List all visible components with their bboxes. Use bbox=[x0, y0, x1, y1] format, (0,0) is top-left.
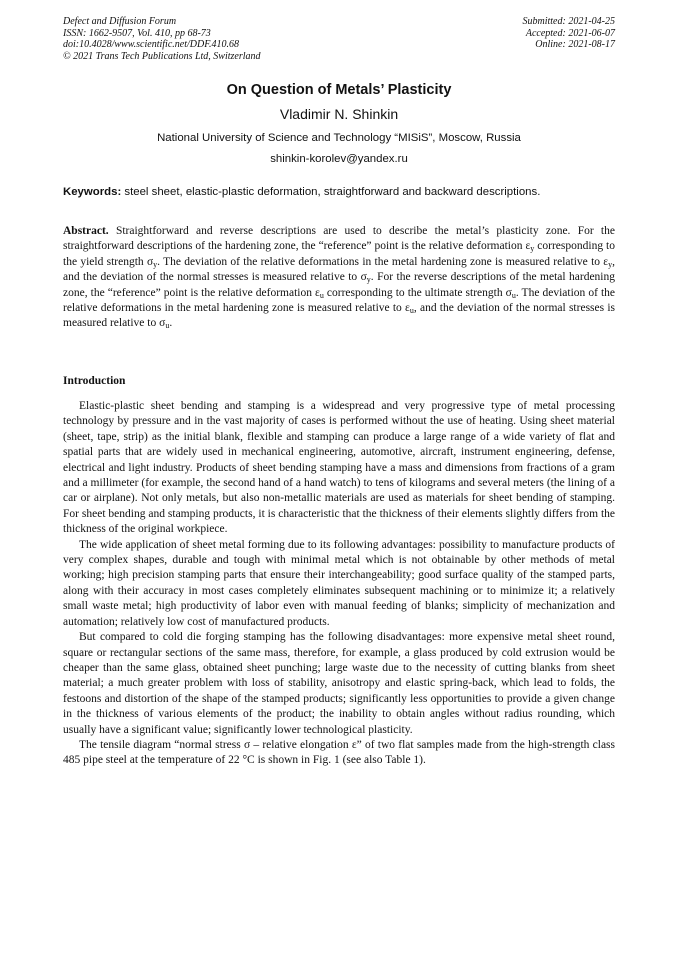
subscript: y bbox=[608, 259, 613, 269]
abstract-text: Straightforward and reverse descriptions are used to describe the metal’s plasticity zone. For the straightforward descriptions of the hardening zone, the “reference” point is the relative deformation ε bbox=[63, 225, 615, 253]
abstract-text: . The deviation of the relative deformations in the metal hardening zone is measured relative to ε bbox=[63, 286, 615, 315]
subscript: u bbox=[511, 290, 516, 300]
journal-copyright: © 2021 Trans Tech Publications Ltd, Switzerland bbox=[63, 50, 261, 62]
abstract-text: , and the deviation of the normal stresses is measured relative to σ bbox=[63, 302, 615, 330]
submission-dates bbox=[523, 16, 616, 51]
journal-name: Defect and Diffusion Forum bbox=[63, 16, 177, 27]
accepted-date: Accepted: 2021-06-07 bbox=[525, 27, 615, 39]
paragraph: The tensile diagram “normal stress σ – relative elongation ε” of two flat samples made from the high-strength class 485 pipe steel at the temperature of 22 °C is shown in Fig. 1 (see also Table 1). bbox=[63, 738, 615, 767]
abstract-text: . The deviation of the relative deformations in the metal hardening zone is measured relative to ε bbox=[157, 255, 609, 268]
abstract-text: , and the deviation of the normal stresses is measured relative to σ bbox=[63, 255, 616, 284]
author-name: Vladimir N. Shinkin bbox=[279, 106, 399, 122]
paragraph: Elastic-plastic sheet bending and stamping is a widespread and very progressive type of metal processing technology by pressure and in the vast majority of cases is performed without the use of heating. Using sheet material (sheet, tape, strip) as the initial blank, flexible and stamping can produce a large range of a wide variety of flat and spatial parts that are widely used in mechanical engineering, automotive, aircraft, instrument engineering, defense, electrical and light industry. Products of sheet bending stamping have a mass and dimensions from fractions of a gram and a millimeter (for example, the second hand of a hand watch) to tens of kilograms and several meters (the lining of a car or airplane). Not only metals, but also non-metallic materials are used as materials for sheet bending of stamping. For sheet bending and stamping products, it is characteristic that the thickness of their elements slightly differs from the thickness of the original workpiece. bbox=[63, 400, 615, 536]
journal-doi[interactable]: doi:10.4028/www.scientific.net/DDF.410.68 bbox=[63, 39, 240, 51]
abstract-text: corresponding to the yield strength σ bbox=[63, 240, 615, 268]
subscript: y bbox=[366, 275, 371, 285]
journal-info bbox=[63, 16, 261, 62]
author-email[interactable]: shinkin-korolev@yandex.ru bbox=[270, 153, 408, 165]
subscript: y bbox=[530, 244, 535, 254]
subscript: u bbox=[165, 321, 170, 331]
abstract-label: Abstract. bbox=[63, 225, 109, 237]
journal-issn: ISSN: 1662-9507, Vol. 410, pp 68-73 bbox=[63, 27, 211, 39]
abstract-text: corresponding to the ultimate strength σ bbox=[323, 286, 512, 299]
introduction-body bbox=[63, 399, 615, 769]
abstract-text: . For the reverse descriptions of the metal hardening zone, the “reference” point is the relative deformation ε bbox=[63, 271, 616, 299]
subscript: u bbox=[409, 306, 414, 316]
paragraph: The wide application of sheet metal forming due to its following advantages: possibility to manufacture products of very complex shapes, durable and tough with minimal metal which is not obtainable by other methods of metal working; high precision stamping parts that ensure their interchangeability; good surface quality of the stamped parts, along with their accuracy in most cases completely eliminates subsequent machining or to minimize it; a relatively small waste metal; high productivity of labor even with manual feeding of blanks; simplicity of mechanization and automation; relatively low cost of manufactured products. bbox=[63, 538, 615, 628]
subscript: u bbox=[319, 290, 324, 300]
paragraph: But compared to cold die forging stamping has the following disadvantages: more expensive metal sheet round, square or rectangular sections of the same mass, therefore, for example, a glass produced by cold extrusion would be cheaper than the same glass, obtained sheet punching; large waste due to the necessity of cutting blanks from sheet material; a much greater problem with loss of stability, anisotropy and elastic spring-back, which lead to folds, the festoons and distortion of the shape of the stamped products; significantly less opportunities to provide a given change in the thickness of various elements of the product; the inability to obtain angles without radius rounding, which usually have a significant value; significantly lower technological plasticity. bbox=[63, 631, 615, 736]
submitted-date: Submitted: 2021-04-25 bbox=[522, 16, 615, 27]
abstract-text: . bbox=[169, 317, 173, 330]
section-heading-introduction: Introduction bbox=[63, 375, 126, 387]
keywords bbox=[63, 186, 615, 198]
abstract bbox=[63, 224, 615, 332]
online-date: Online: 2021-08-17 bbox=[535, 39, 615, 51]
keywords-text: steel sheet, elastic-plastic deformation, straightforward and backward descriptions. bbox=[121, 186, 541, 198]
subscript: y bbox=[153, 259, 158, 269]
author-affiliation: National University of Science and Technology “MISiS”, Moscow, Russia bbox=[157, 132, 521, 144]
keywords-label: Keywords: bbox=[63, 186, 122, 198]
paper-title: On Question of Metals’ Plasticity bbox=[226, 82, 452, 98]
